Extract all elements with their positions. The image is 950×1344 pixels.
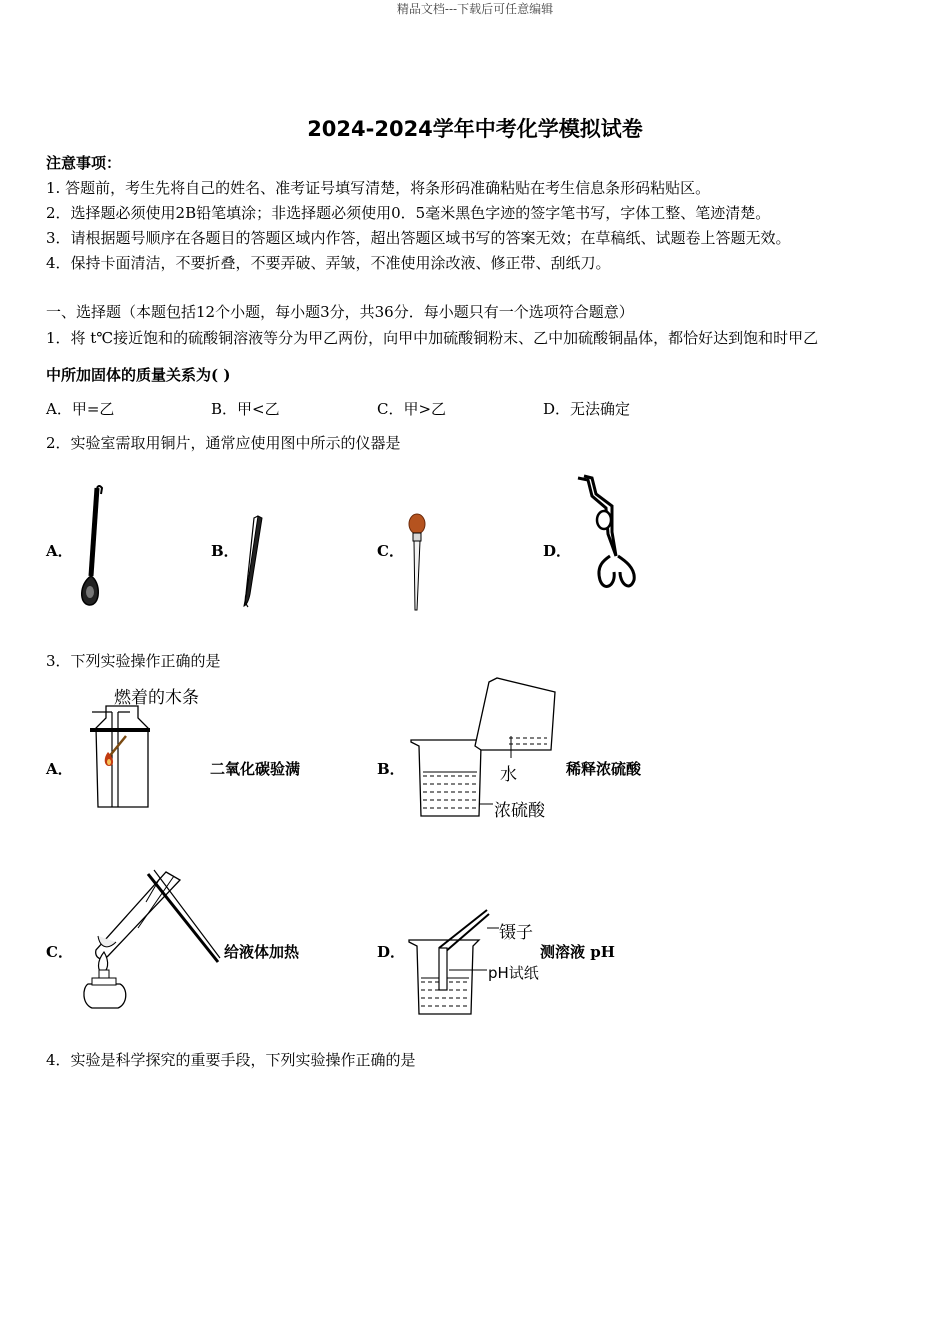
notice-item-2: 2．选择题必须使用2B铅笔填涂；非选择题必须使用0．5毫米黑色字迹的签字笔书写，字体工整、笔迹清楚。	[46, 204, 771, 222]
q1-line2: 中所加固体的质量关系为( )	[46, 366, 231, 384]
page-header: 精品文档---下载后可任意编辑	[396, 2, 554, 16]
crucible-tongs-icon	[570, 474, 650, 594]
q3-caption-a: 二氧化碳验满	[210, 760, 301, 778]
notice-heading: 注意事项：	[46, 154, 122, 172]
water-label: 水	[500, 765, 517, 785]
q2-label-c: C．	[377, 542, 404, 560]
q1-option-b: B．甲<乙	[211, 400, 280, 418]
notice-item-3: 3．请根据题号顺序在各题目的答题区域内作答，超出答题区域书写的答案无效；在草稿纸、试题卷上答题无效。	[46, 229, 791, 247]
q2-stem: 2．实验室需取用铜片，通常应使用图中所示的仪器是	[46, 434, 401, 452]
conc-acid-label: 浓硫酸	[494, 801, 545, 821]
notice-item-1: 1. 答题前，考生先将自己的姓名、准考证号填写清楚，将条形码准确粘贴在考生信息条形码粘贴区。	[46, 179, 711, 197]
q2-label-b: B．	[211, 542, 239, 560]
dropper-icon	[405, 512, 429, 612]
q3-label-a: A．	[46, 760, 73, 778]
q3-caption-d: 测溶液 pH	[540, 943, 615, 961]
section-heading: 一、选择题（本题包括12个小题，每小题3分，共36分．每小题只有一个选项符合题意）	[46, 303, 634, 321]
q1-option-d: D．无法确定	[543, 400, 631, 418]
q3-caption-c: 给液体加热	[224, 943, 300, 961]
medicine-spoon-icon	[75, 484, 115, 609]
q1-line1: 1．将 t℃接近饱和的硫酸铜溶液等分为甲乙两份，向甲中加硫酸铜粉末、乙中加硫酸铜晶体，都恰好达到饱和时甲乙	[46, 329, 819, 347]
q3-stem: 3．下列实验操作正确的是	[46, 652, 221, 670]
page-title: 2024-2024学年中考化学模拟试卷	[307, 117, 643, 141]
notice-item-4: 4．保持卡面清洁，不要折叠，不要弄破、弄皱，不准使用涂改液、修正带、刮纸刀。	[46, 254, 611, 272]
tweezers-label: 镊子	[499, 923, 533, 943]
q1-option-a: A．甲=乙	[46, 400, 115, 418]
ph-paper-label: pH试纸	[488, 964, 539, 982]
tweezers-icon	[238, 514, 268, 609]
q4-stem: 4．实验是科学探究的重要手段，下列实验操作正确的是	[46, 1051, 416, 1069]
burning-stick-label: 燃着的木条	[114, 688, 199, 708]
heat-liquid-figure	[78, 866, 223, 1016]
q2-label-a: A．	[46, 542, 73, 560]
q3-label-b: B．	[377, 760, 405, 778]
q1-option-c: C．甲>乙	[377, 400, 447, 418]
q3-caption-b: 稀释浓硫酸	[566, 760, 642, 778]
q3-label-d: D．	[377, 943, 406, 961]
q3-label-c: C．	[46, 943, 73, 961]
q2-label-d: D．	[543, 542, 572, 560]
